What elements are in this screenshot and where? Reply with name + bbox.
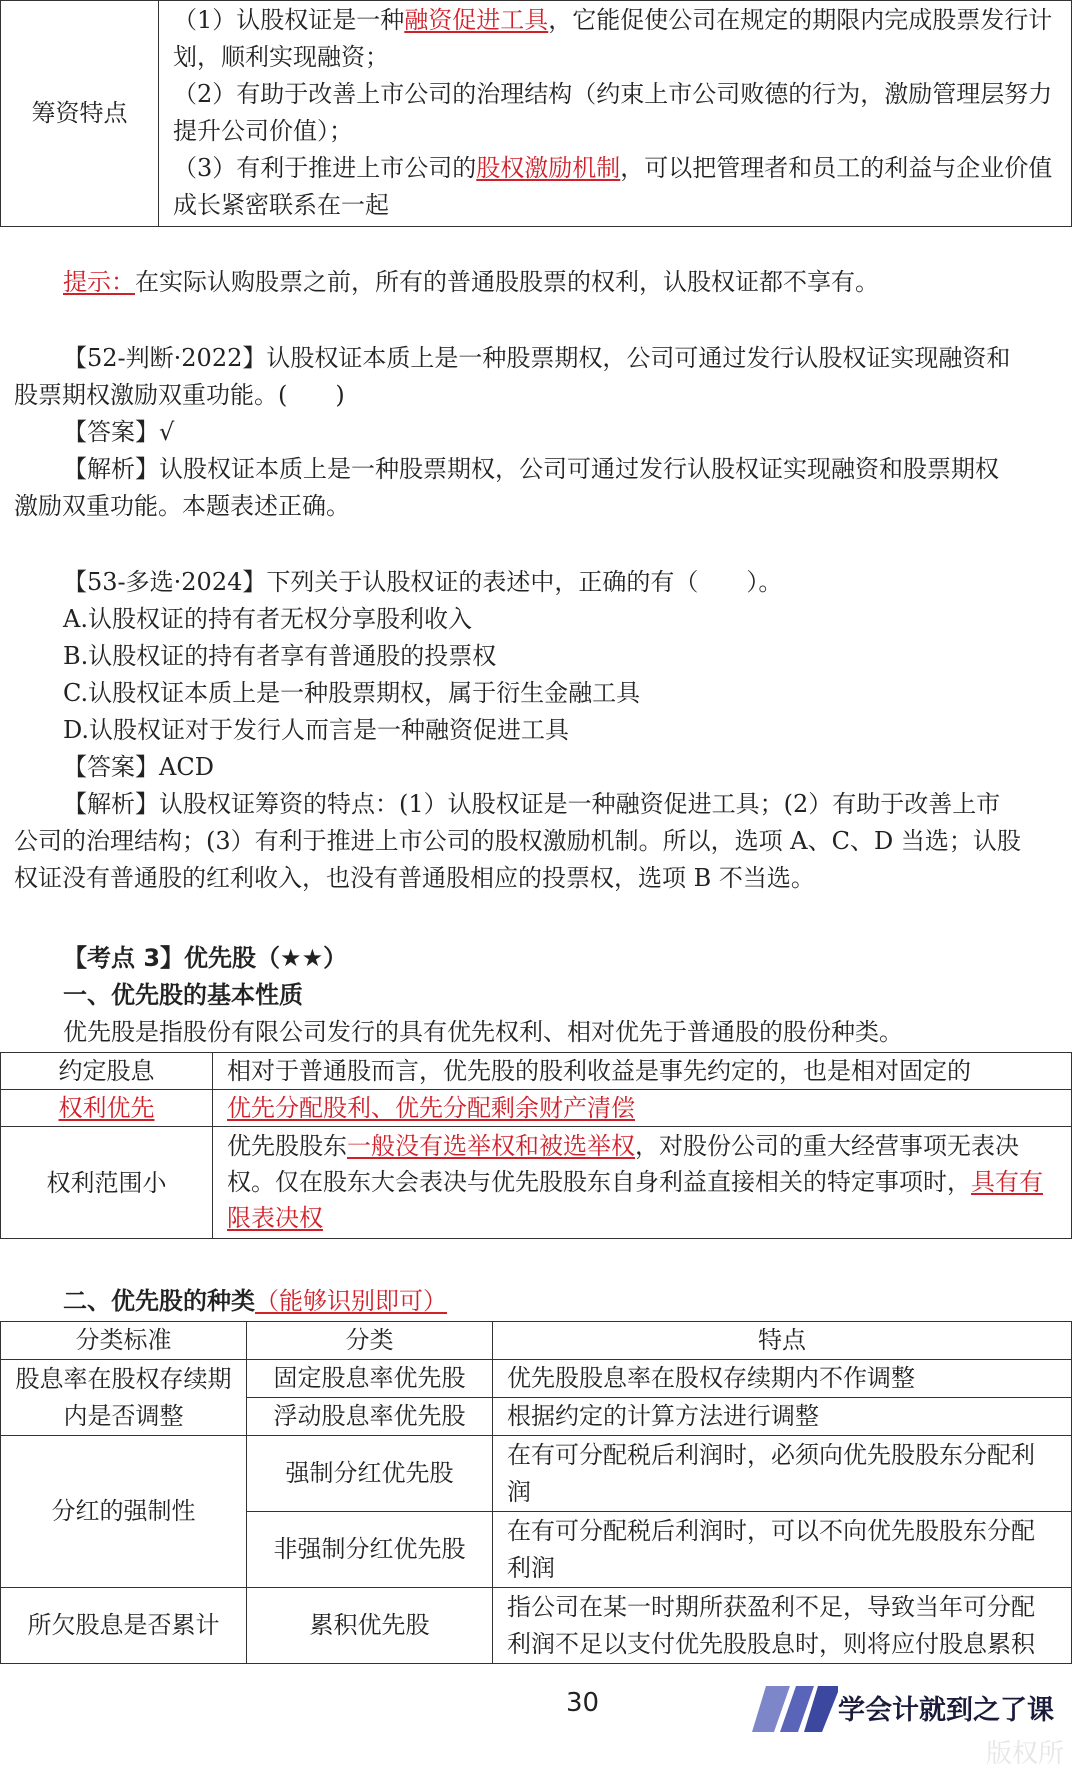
question-53 — [14, 564, 1064, 897]
t3-g2-criterion: 分红的强制性 — [1, 1436, 247, 1588]
t3-g1-r2-type: 浮动股息率优先股 — [247, 1398, 493, 1436]
t2-r3-text: 优先股股东一般没有选举权和被选举权，对股份公司的重大经营事项无表决权。仅在股东大会表决与优先股股东自身利益直接相关的特定事项时，具有有限表决权 — [213, 1127, 1072, 1239]
t3-g1-r2-feature: 根据约定的计算方法进行调整 — [493, 1398, 1072, 1436]
t3-g1-criterion: 股息率在股权存续期内是否调整 — [1, 1360, 247, 1436]
page-number: 30 — [566, 1688, 600, 1718]
t3-g1-r1-type: 固定股息率优先股 — [247, 1360, 493, 1398]
brand-name: 学会计就到之了课 — [838, 1695, 1054, 1726]
highlight-no-election-right: 一般没有选举权和被选举权 — [347, 1132, 635, 1160]
sub2-title: 二、优先股的种类 — [63, 1287, 255, 1315]
tip-text: 在实际认购股票之前，所有的普通股股票的权利，认股权证都不享有。 — [135, 268, 879, 296]
q52-stem-line1: 【52-判断·2022】认股权证本质上是一种股票期权，公司可通过发行认股权证实现融资和 — [63, 344, 1011, 372]
q53-analysis-line1: 【解析】认股权证筹资的特点：(1）认股权证是一种融资促进工具；(2）有助于改善上市 — [63, 790, 1001, 818]
t2-r3-label: 权利范围小 — [1, 1127, 213, 1239]
tip-line — [63, 264, 879, 301]
q53-option-b: B.认股权证的持有者享有普通股的投票权 — [63, 642, 497, 670]
q53-stem: 【53-多选·2024】下列关于认股权证的表述中，正确的有（ ）。 — [63, 568, 783, 596]
t3-header-criterion: 分类标准 — [1, 1322, 247, 1360]
table1-content — [159, 1, 1072, 227]
t3-header-feature: 特点 — [493, 1322, 1072, 1360]
preferred-stock-types-table — [0, 1321, 1072, 1664]
table1-item-1: （1）认股权证是一种融资促进工具，它能促使公司在规定的期限内完成股票发行计划，顺利实现融资； — [173, 6, 1053, 71]
q53-analysis-line2: 公司的治理结构；(3）有利于推进上市公司的股权激励机制。所以，选项 A、C、D 当选；认股 — [14, 827, 1021, 855]
t3-header-type: 分类 — [247, 1322, 493, 1360]
highlight-financing-tool: 融资促进工具 — [404, 6, 549, 34]
q52-analysis-line2: 激励双重功能。本题表述正确。 — [14, 492, 350, 520]
t3-g2-r2-feature: 在有可分配税后利润时，可以不向优先股股东分配利润 — [493, 1512, 1072, 1588]
t3-g2-r2-type: 非强制分红优先股 — [247, 1512, 493, 1588]
highlight-limited-voting: 具有有限表决权 — [227, 1168, 1043, 1232]
question-52 — [14, 340, 1064, 525]
table1-item-3: （3）有利于推进上市公司的股权激励机制，可以把管理者和员工的利益与企业价值成长紧密联系在一起 — [173, 154, 1053, 219]
t3-g2-r1-type: 强制分红优先股 — [247, 1436, 493, 1512]
t3-g2-r1-feature: 在有可分配税后利润时，必须向优先股股东分配利润 — [493, 1436, 1072, 1512]
table1-item-2: （2）有助于改善上市公司的治理结构（约束上市公司败德的行为，激励管理层努力提升公司价值）； — [173, 80, 1053, 145]
sub2-note: （能够识别即可） — [255, 1287, 447, 1315]
q53-option-a: A.认股权证的持有者无权分享股利收入 — [63, 605, 472, 633]
highlight-equity-incentive: 股权激励机制 — [476, 154, 621, 182]
table1-label: 筹资特点 — [1, 1, 159, 227]
t2-r1-label: 约定股息 — [1, 1053, 213, 1090]
section3-sub1: 一、优先股的基本性质 — [63, 981, 303, 1009]
t3-g3-r1-type: 累积优先股 — [247, 1588, 493, 1664]
t2-r2-label-text: 权利优先 — [58, 1094, 155, 1122]
tip-label: 提示： — [63, 268, 135, 296]
preferred-stock-nature-table — [0, 1052, 1072, 1239]
q52-answer: 【答案】√ — [63, 418, 175, 446]
q53-option-c: C.认股权证本质上是一种股票期权，属于衍生金融工具 — [63, 679, 641, 707]
section3-intro: 优先股是指股份有限公司发行的具有优先权利、相对优先于普通股的股份种类。 — [63, 1018, 903, 1046]
brand-logo-icon — [752, 1686, 838, 1732]
q53-analysis-line3: 权证没有普通股的红利收入，也没有普通股相应的投票权，选项 B 不当选。 — [14, 864, 815, 892]
t2-r2-text-content: 优先分配股利、优先分配剩余财产清偿 — [227, 1094, 635, 1122]
watermark-text: 版权所 — [986, 1739, 1065, 1769]
t3-g3-r1-feature: 指公司在某一时期所获盈利不足，导致当年可分配利润不足以支付优先股股息时，则将应付股息累积 — [493, 1588, 1072, 1664]
t2-r2-text — [213, 1090, 1072, 1127]
section3-sub2 — [63, 1283, 447, 1320]
q52-analysis-line1: 【解析】认股权证本质上是一种股票期权，公司可通过发行认股权证实现融资和股票期权 — [63, 455, 999, 483]
q53-option-d: D.认股权证对于发行人而言是一种融资促进工具 — [63, 716, 570, 744]
q52-stem-line2: 股票期权激励双重功能。( ) — [14, 381, 345, 409]
fundraising-features-table — [0, 0, 1072, 227]
t2-r2-label — [1, 1090, 213, 1127]
t3-g1-r1-feature: 优先股股息率在股权存续期内不作调整 — [493, 1360, 1072, 1398]
t2-r1-text: 相对于普通股而言，优先股的股利收益是事先约定的，也是相对固定的 — [213, 1053, 1072, 1090]
section3-heading: 【考点 3】优先股（★★） — [63, 944, 348, 972]
t3-g3-criterion: 所欠股息是否累计 — [1, 1588, 247, 1664]
q53-answer: 【答案】ACD — [63, 753, 214, 781]
